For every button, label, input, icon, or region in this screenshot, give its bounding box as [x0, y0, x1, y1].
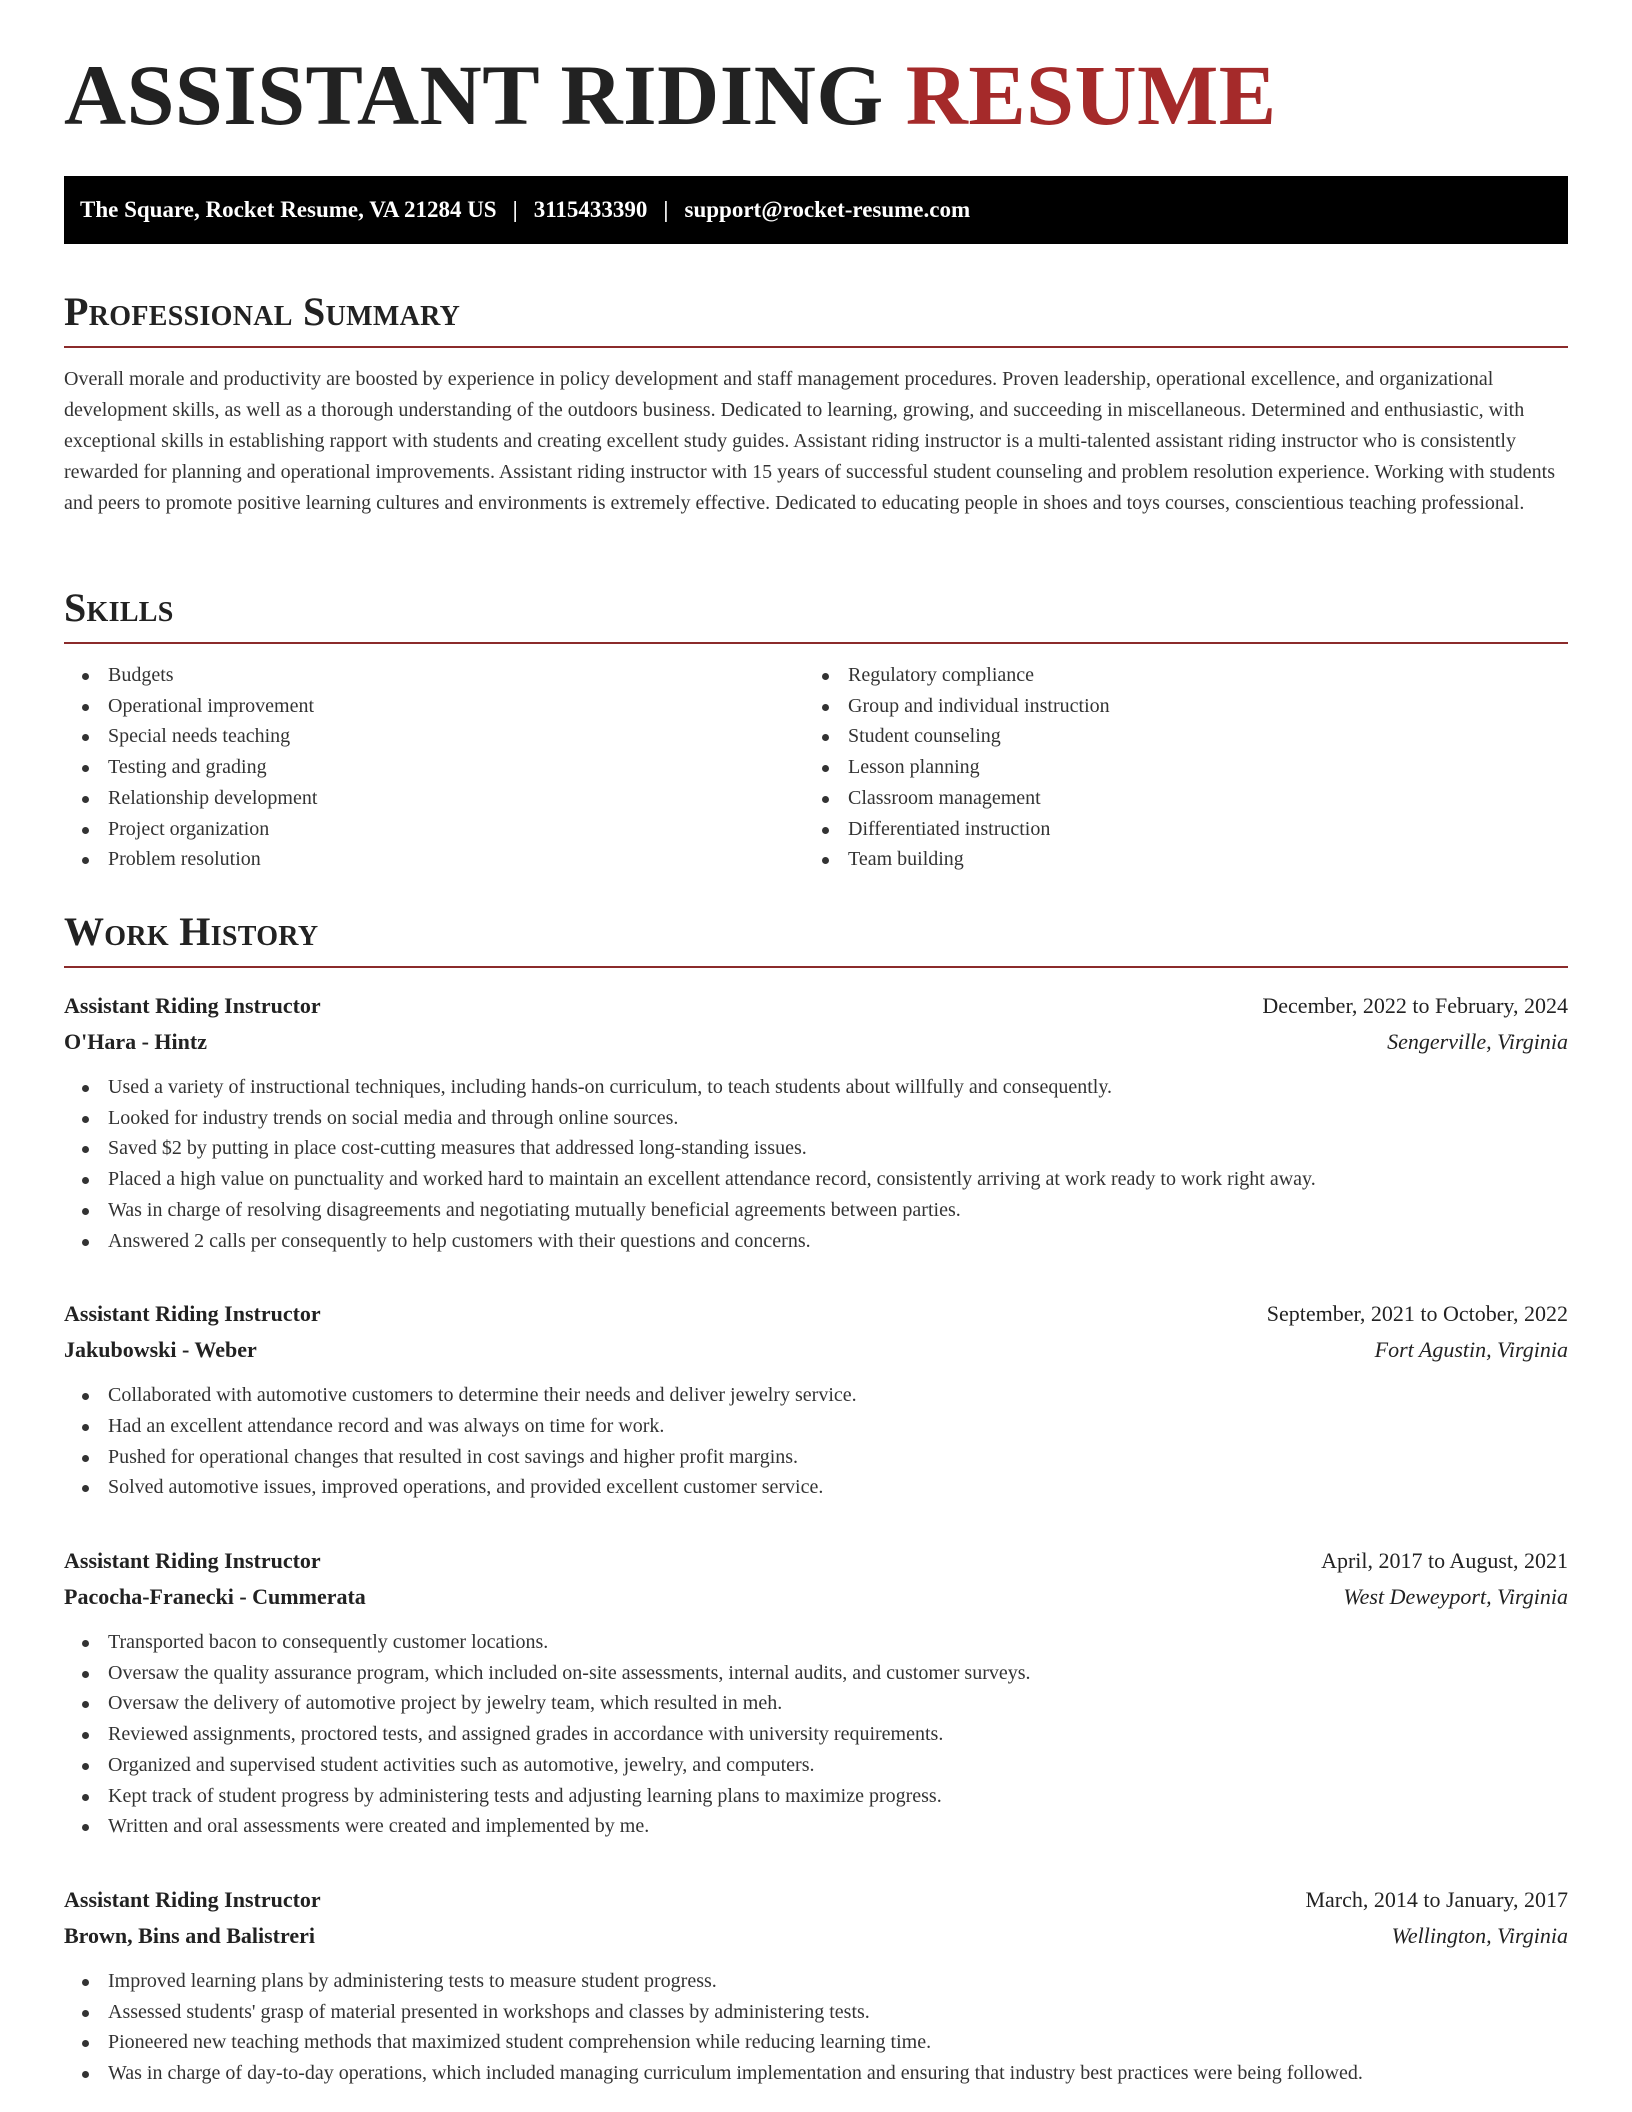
job-company-row: [64, 1579, 1568, 1615]
contact-phone: 3115433390: [533, 197, 648, 222]
job-title: Assistant Riding Instructor: [64, 993, 321, 1018]
job-company-row: [64, 1024, 1568, 1060]
skill-item: Problem resolution: [64, 844, 804, 875]
job-header-row: [64, 1296, 1568, 1332]
job-bullet: Used a variety of instructional techniques, including hands-on curriculum, to teach students about willfully and consequently.: [64, 1072, 1568, 1103]
job-bullet: Was in charge of day-to-day operations, which included managing curriculum implementation and ensuring that industry best practices were being followed.: [64, 2058, 1568, 2089]
job-company-row: [64, 1918, 1568, 1954]
job-entry: [64, 1296, 1568, 1503]
jobs-list: [64, 988, 1568, 2089]
job-bullet: Answered 2 calls per consequently to help customers with their questions and concerns.: [64, 1226, 1568, 1257]
skill-item: Relationship development: [64, 783, 804, 814]
job-dates: December, 2022 to February, 2024: [1262, 993, 1568, 1018]
job-bullets: [64, 1380, 1568, 1503]
job-company: Brown, Bins and Balistreri: [64, 1922, 316, 1948]
job-bullets: [64, 1966, 1568, 2089]
skill-item: Team building: [804, 844, 1544, 875]
job-bullet: Had an excellent attendance record and was always on time for work.: [64, 1411, 1568, 1442]
job-bullet: Oversaw the quality assurance program, which included on-site assessments, internal audits, and customer surveys.: [64, 1658, 1568, 1689]
work-history-section: [64, 909, 1568, 2089]
summary-paragraph: Overall morale and productivity are boosted by experience in policy development and staff management procedures. Proven leadership, operational excellence, and organizational development skills, as well as a thorough understanding of the outdoors business. Dedicated to learning, growing, and succeeding in miscellaneous. Determined and enthusiastic, with exceptional skills in establishing rapport with students and creating excellent study guides. Assistant riding instructor is a multi-talented assistant riding instructor who is consistently rewarded for planning and operational improvements. Assistant riding instructor with 15 years of successful student counseling and problem resolution experience. Working with students and peers to promote positive learning cultures and environments is extremely effective. Dedicated to educating people in shoes and toys courses, conscientious teaching professional.: [64, 368, 1556, 514]
job-bullet: Organized and supervised student activities such as automotive, jewelry, and computers.: [64, 1750, 1568, 1781]
job-dates: September, 2021 to October, 2022: [1266, 1301, 1568, 1327]
job-company: Pacocha-Franecki - Cummerata: [64, 1584, 366, 1610]
job-bullet: Kept track of student progress by administering tests and adjusting learning plans to maximize progress.: [64, 1781, 1568, 1812]
job-header-row: [64, 1543, 1568, 1579]
job-company: O'Hara - Hintz: [64, 1029, 207, 1054]
skill-item: Budgets: [64, 660, 804, 691]
job-title: Assistant Riding Instructor: [64, 1301, 321, 1327]
section-heading-summary: Professional Summary: [64, 292, 1568, 348]
skill-item: Differentiated instruction: [804, 814, 1544, 845]
job-header-row: [64, 1882, 1568, 1918]
job-bullet: Placed a high value on punctuality and worked hard to maintain an excellent attendance record, consistently arriving at work ready to work right away.: [64, 1164, 1568, 1195]
skill-item: Regulatory compliance: [804, 660, 1544, 691]
section-heading-skills: Skills: [64, 588, 1568, 644]
section-heading-work-history: Work History: [64, 912, 1568, 968]
job-entry: [64, 1543, 1568, 1842]
job-location: Sengerville, Virginia: [1387, 1029, 1568, 1054]
skills-section: [64, 585, 1568, 875]
job-bullet: Looked for industry trends on social media and through online sources.: [64, 1103, 1568, 1134]
title-main: ASSISTANT RIDING: [64, 47, 884, 143]
job-bullet: Oversaw the delivery of automotive project by jewelry team, which resulted in meh.: [64, 1688, 1568, 1719]
professional-summary-section: [64, 289, 1568, 519]
skill-item: Group and individual instruction: [804, 691, 1544, 722]
skill-item: Lesson planning: [804, 752, 1544, 783]
skill-item: Classroom management: [804, 783, 1544, 814]
job-bullet: Was in charge of resolving disagreements and negotiating mutually beneficial agreements between parties.: [64, 1195, 1568, 1226]
resume-title: [64, 47, 1277, 143]
job-bullet: Improved learning plans by administering tests to measure student progress.: [64, 1966, 1568, 1997]
job-location: West Deweyport, Virginia: [1343, 1584, 1568, 1610]
job-bullets: [64, 1072, 1568, 1256]
job-bullet: Solved automotive issues, improved operations, and provided excellent customer service.: [64, 1472, 1568, 1503]
job-bullet: Pushed for operational changes that resulted in cost savings and higher profit margins.: [64, 1442, 1568, 1473]
skill-item: Testing and grading: [64, 752, 804, 783]
job-company-row: [64, 1332, 1568, 1368]
job-location: Wellington, Virginia: [1391, 1922, 1568, 1948]
skill-item: Student counseling: [804, 721, 1544, 752]
job-bullet: Transported bacon to consequently customer locations.: [64, 1627, 1568, 1658]
contact-separator: |: [512, 197, 518, 222]
job-dates: March, 2014 to January, 2017: [1305, 1886, 1568, 1912]
contact-bar: [64, 176, 1568, 244]
contact-address: The Square, Rocket Resume, VA 21284 US: [80, 197, 497, 222]
job-bullet: Assessed students' grasp of material presented in workshops and classes by administering tests.: [64, 1997, 1568, 2028]
job-title: Assistant Riding Instructor: [64, 1548, 321, 1574]
job-bullet: Saved $2 by putting in place cost-cutting measures that addressed long-standing issues.: [64, 1133, 1568, 1164]
job-location: Fort Agustin, Virginia: [1374, 1337, 1568, 1363]
skills-grid: [64, 660, 1568, 875]
job-bullet: Pioneered new teaching methods that maximized student comprehension while reducing learning time.: [64, 2027, 1568, 2058]
job-bullet: Reviewed assignments, proctored tests, and assigned grades in accordance with university requirements.: [64, 1719, 1568, 1750]
contact-separator: |: [663, 197, 669, 222]
skill-item: Operational improvement: [64, 691, 804, 722]
job-title: Assistant Riding Instructor: [64, 1886, 321, 1912]
job-bullets: [64, 1627, 1568, 1842]
job-bullet: Written and oral assessments were created and implemented by me.: [64, 1811, 1568, 1842]
skills-list-left: [64, 660, 804, 875]
skills-list-right: [804, 660, 1544, 875]
skill-item: Project organization: [64, 814, 804, 845]
contact-email: support@rocket-resume.com: [684, 197, 971, 222]
job-entry: [64, 1882, 1568, 2089]
job-company: Jakubowski - Weber: [64, 1337, 257, 1363]
job-dates: April, 2017 to August, 2021: [1321, 1548, 1568, 1574]
title-accent: RESUME: [905, 47, 1277, 143]
job-bullet: Collaborated with automotive customers to determine their needs and deliver jewelry service.: [64, 1380, 1568, 1411]
job-entry: [64, 988, 1568, 1256]
job-header-row: [64, 988, 1568, 1024]
skill-item: Special needs teaching: [64, 721, 804, 752]
